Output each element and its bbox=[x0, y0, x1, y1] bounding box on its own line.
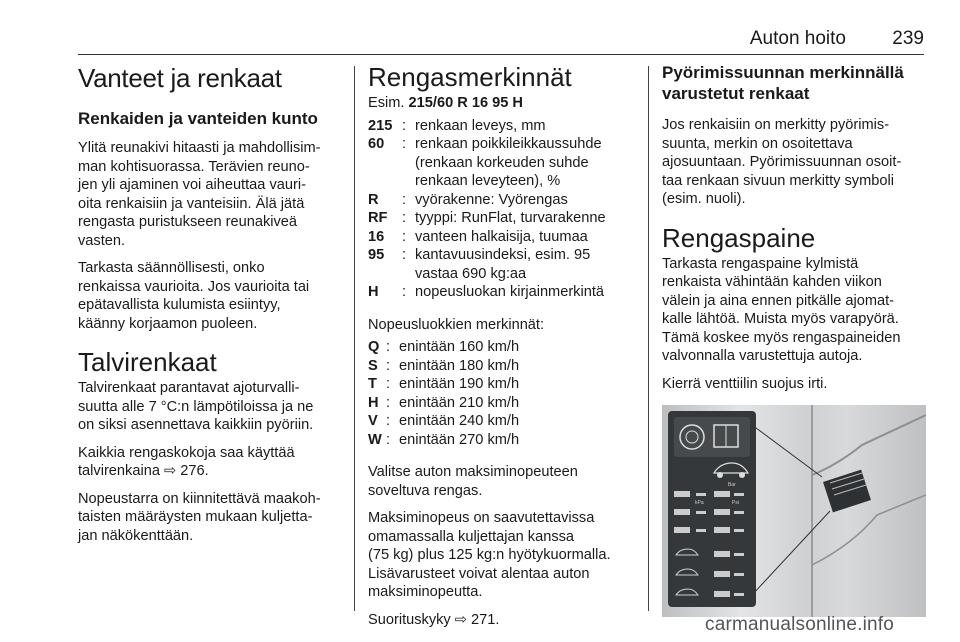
definition-row: H : nopeusluokan kirjainmerkintä bbox=[368, 284, 605, 300]
paragraph: Ylitä reunakivi hitaasti ja mahdollisim- man kohtisuorassa. Terävien reuno- jen yli ajaminen voi aiheuttaa vauri- oita renkaisiin ja vanteisiin. Älä jätä rengasta puristukseen reunakiveä vasten. bbox=[78, 140, 321, 249]
tyre-code-definitions bbox=[368, 117, 606, 302]
paragraph: Kierrä venttiilin suojus irti. bbox=[662, 375, 828, 392]
section-title: Vanteet ja renkaat bbox=[78, 63, 282, 93]
door-frame-illustration bbox=[662, 405, 926, 617]
column-middle bbox=[368, 62, 636, 638]
paragraph: Nopeustarra on kiinnitettävä maakoh- taisten määräysten mukaan kuljetta- jan näkökenttään. bbox=[78, 490, 321, 544]
paragraph-with-reference: Suorituskyky ⇨ 271. bbox=[368, 611, 500, 628]
speed-row: T : enintään 190 km/h bbox=[368, 376, 520, 392]
page-header bbox=[78, 24, 924, 55]
paragraph-with-reference: Kaikkia rengaskokoja saa käyttää talvirenkaina ⇨ 276. bbox=[78, 444, 295, 479]
definition-row: R : vyörakenne: Vyörengas bbox=[368, 191, 568, 208]
column-right bbox=[662, 62, 930, 617]
speed-row: H : enintään 210 km/h bbox=[368, 394, 520, 411]
definition-row: 60 : renkaan poikkileikkaussuhde (renkaan korkeuden suhde renkaan leveyteen), % bbox=[368, 136, 602, 189]
watermark: carmanualsonline.info bbox=[705, 614, 895, 635]
section-heading-tyre-pressure: Rengaspaine bbox=[662, 222, 816, 253]
definition-row: 215 : renkaan leveys, mm bbox=[368, 117, 546, 134]
label-psi: Psi bbox=[732, 500, 739, 506]
section-heading-winter-tyres: Talvirenkaat bbox=[78, 347, 217, 377]
paragraph: Jos renkaisiin on merkitty pyörimis- suunta, merkin on osoitettava ajosuuntaan. Pyörimissuunnan osoit- taa renkaan sivuun merkitty symboli (esim. nuoli). bbox=[662, 117, 902, 207]
subsection-title: Renkaiden ja vanteiden kunto bbox=[78, 109, 318, 128]
definition-row: RF : tyyppi: RunFlat, turvarakenne bbox=[368, 210, 606, 226]
section-title-tyre-markings: Rengasmerkinnät bbox=[368, 62, 572, 92]
paragraph: Maksiminopeus on saavutettavissa omamassalla kuljettajan kanssa (75 kg) plus 125 kg:n hyötykuormalla. Lisävarusteet voivat alentaa auton maksiminopeutta. bbox=[368, 510, 611, 600]
page-number: 239 bbox=[892, 28, 924, 49]
speed-row: V : enintään 240 km/h bbox=[368, 413, 520, 429]
definition-row: 95 : kantavuusindeksi, esim. 95 vastaa 690 kg:aa bbox=[368, 247, 591, 282]
tyre-pressure-label-illustration bbox=[662, 405, 926, 617]
column-divider bbox=[354, 66, 355, 611]
paragraph: Tarkasta säännöllisesti, onko renkaissa vaurioita. Jos vaurioita tai epätavallista kulumista esiintyy, käänny korjaamon puoleen. bbox=[78, 260, 310, 332]
subsection-title-rotation: Pyörimissuunnan merkinnällä varustetut renkaat bbox=[662, 63, 904, 103]
paragraph: Talvirenkaat parantavat ajoturvalli- suutta alle 7 °C:n lämpötiloissa ja ne on siksi asennettava kaikkiin pyöriin. bbox=[78, 380, 314, 433]
paragraph: Tarkasta rengaspaine kylmistä renkaista vähintään kahden viikon välein ja aina ennen pitkälle ajomat- kalle lähtöä. Muista myös varapyörä. Tämä koskee myös rengaspaineiden valvonnalla varustettuja autoja. bbox=[662, 255, 901, 364]
definition-row: 16 : vanteen halkaisija, tuumaa bbox=[368, 228, 588, 245]
header-title: Auton hoito bbox=[749, 28, 846, 49]
example-line: Esim. 215/60 R 16 95 H bbox=[368, 95, 523, 111]
paragraph: Valitse auton maksiminopeuteen soveltuva rengas. bbox=[368, 464, 578, 499]
label-kpa: kPa bbox=[695, 500, 704, 506]
speed-row: S : enintään 180 km/h bbox=[368, 357, 520, 374]
speed-row: Q : enintään 160 km/h bbox=[368, 339, 520, 355]
example-code: 215/60 R 16 95 H bbox=[408, 95, 523, 111]
speed-class-table bbox=[368, 338, 519, 449]
speed-intro: Nopeusluokkien merkinnät: bbox=[368, 316, 545, 333]
speed-row: W : enintään 270 km/h bbox=[368, 431, 520, 448]
column-divider bbox=[648, 66, 649, 611]
label-bar: Bar bbox=[728, 482, 736, 488]
column-left bbox=[78, 62, 344, 554]
